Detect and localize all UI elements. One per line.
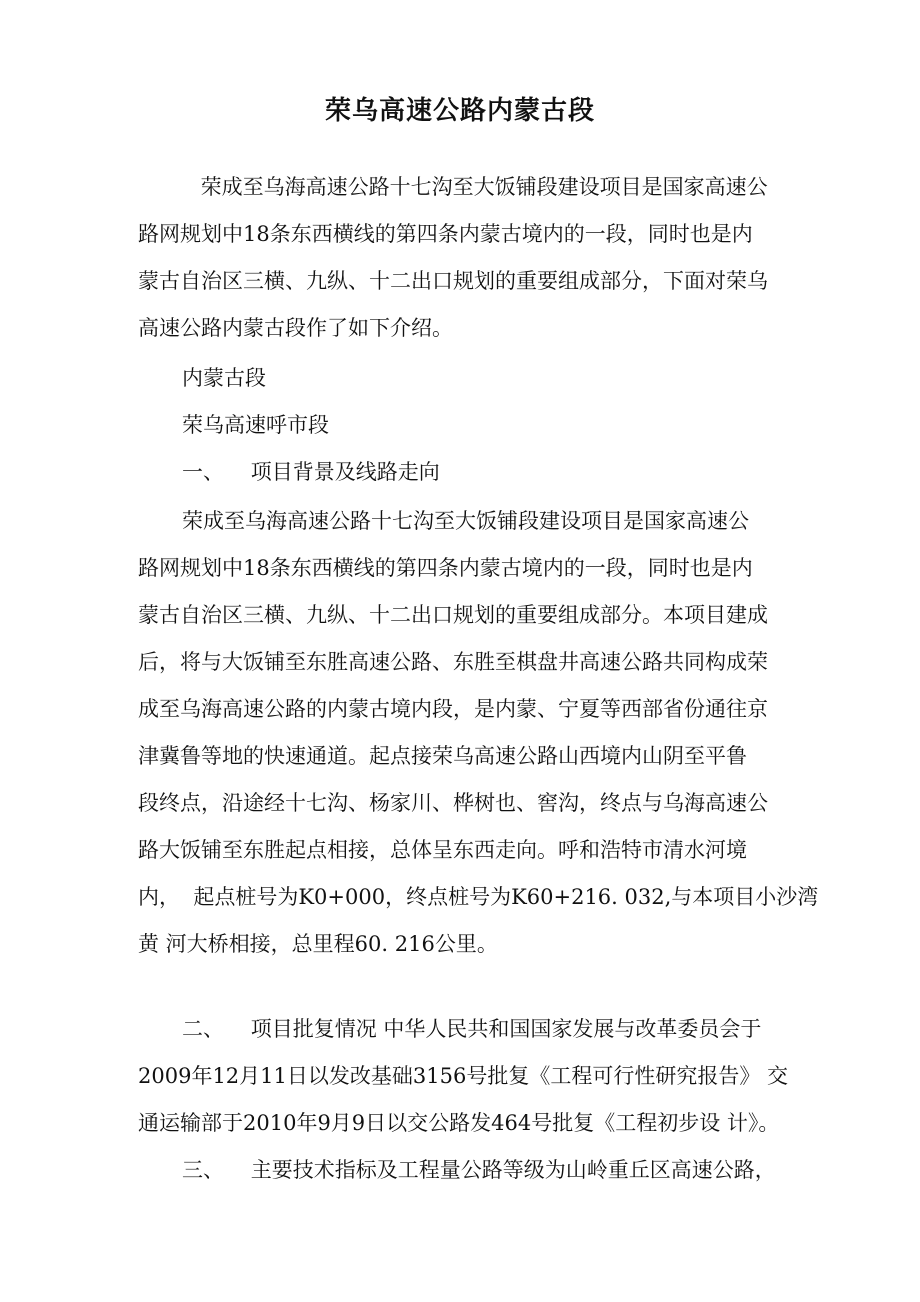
paragraph-line: 津冀鲁等地的快速通道。起点接荣乌高速公路山西境内山阴至平鲁: [138, 744, 747, 768]
paragraph-line: 后，将与大饭铺至东胜高速公路、东胜至棋盘井高速公路共同构成荣: [138, 650, 768, 674]
paragraph-line: 段终点，沿途经十七沟、杨家川、桦树也、窖沟，终点与乌海高速公: [138, 791, 768, 815]
paragraph-line: 蒙古自治区三横、九纵、十二出口规划的重要组成部分，下面对荣乌: [138, 269, 768, 293]
paragraph-line: 荣成至乌海高速公路十七沟至大饭铺段建设项目是国家高速公: [194, 175, 768, 199]
document-title: 荣乌高速公路内蒙古段: [324, 96, 595, 126]
paragraph-line: 路大饭铺至东胜起点相接，总体呈东西走向。呼和浩特市清水河境: [138, 838, 747, 862]
paragraph-line: 荣成至乌海高速公路十七沟至大饭铺段建设项目是国家高速公: [182, 509, 749, 533]
paragraph-line: 高速公路内蒙古段作了如下介绍。: [138, 316, 453, 340]
paragraph-line: 内， 起点桩号为K0+000，终点桩号为K60+216. 032,与本项目小沙湾: [138, 885, 819, 909]
paragraph-line: 路网规划中18条东西横线的第四条内蒙古境内的一段，同时也是内: [138, 222, 753, 246]
section-heading: 内蒙古段: [182, 366, 266, 390]
section-heading: 一、 项目背景及线路走向: [182, 460, 440, 484]
paragraph-line: 三、 主要技术指标及工程量公路等级为山岭重丘区高速公路，: [182, 1158, 776, 1182]
paragraph-line: 成至乌海高速公路的内蒙古境内段，是内蒙、宁夏等西部省份通往京: [138, 697, 768, 721]
section-heading: 荣乌高速呼市段: [182, 413, 329, 437]
paragraph-line: 路网规划中18条东西横线的第四条内蒙古境内的一段，同时也是内: [138, 556, 753, 580]
paragraph-line: 通运输部于2010年9月9日以交公路发464号批复《工程初步设 计》。: [138, 1111, 780, 1135]
paragraph-line: 黄 河大桥相接，总里程60. 216公里。: [138, 932, 498, 956]
paragraph-line: 蒙古自治区三横、九纵、十二出口规划的重要组成部分。本项目建成: [138, 603, 768, 627]
paragraph-line: 二、 项目批复情况 中华人民共和国国家发展与改革委员会于: [182, 1017, 762, 1041]
paragraph-line: 2009年12月11日以发改基础3156号批复《工程可行性研究报告》 交: [138, 1064, 789, 1088]
